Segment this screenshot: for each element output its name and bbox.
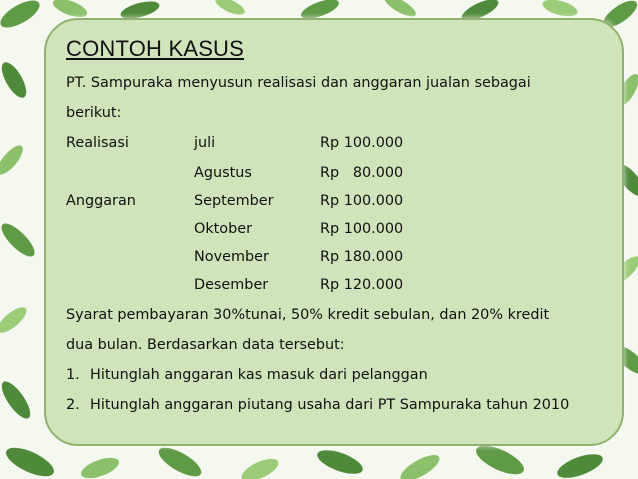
- row-month: juli: [194, 135, 216, 151]
- question-number: 2.: [66, 397, 80, 413]
- intro-line-1: PT. Sampuraka menyusun realisasi dan anggaran jualan sebagai: [66, 75, 531, 91]
- terms-line-2: dua bulan. Berdasarkan data tersebut:: [66, 337, 345, 353]
- table-row: [0, 276, 638, 294]
- row-amount: Rp 180.000: [320, 249, 404, 265]
- row-month: Oktober: [194, 221, 253, 237]
- leaf-cluster-left: [0, 59, 39, 423]
- row-amount: Rp 80.000: [320, 165, 404, 181]
- row-amount: Rp 100.000: [320, 135, 404, 151]
- row-amount: Rp 100.000: [320, 193, 404, 209]
- row-month: November: [194, 249, 269, 265]
- question-item: [66, 396, 569, 414]
- row-label: Realisasi: [66, 135, 129, 151]
- row-amount: Rp 100.000: [320, 221, 404, 237]
- question-text: Hitunglah anggaran kas masuk dari pelanggan: [90, 367, 428, 383]
- row-month: September: [194, 193, 274, 209]
- table-row: [0, 164, 638, 182]
- table-row: [0, 248, 638, 266]
- row-amount: Rp 120.000: [320, 277, 404, 293]
- terms-line-1: Syarat pembayaran 30%tunai, 50% kredit sebulan, dan 20% kredit: [66, 307, 550, 323]
- table-row: [0, 192, 638, 210]
- question-item: [66, 366, 428, 384]
- row-month: Agustus: [194, 165, 252, 181]
- table-row: [0, 134, 638, 152]
- question-text: Hitunglah anggaran piutang usaha dari PT Sampuraka tahun 2010: [90, 397, 570, 413]
- row-month: Desember: [194, 277, 269, 293]
- intro-line-2: berikut:: [66, 105, 122, 121]
- table-row: [0, 220, 638, 238]
- slide-title: CONTOH KASUS: [66, 36, 245, 61]
- question-number: 1.: [66, 367, 80, 383]
- row-label: Anggaran: [66, 193, 136, 209]
